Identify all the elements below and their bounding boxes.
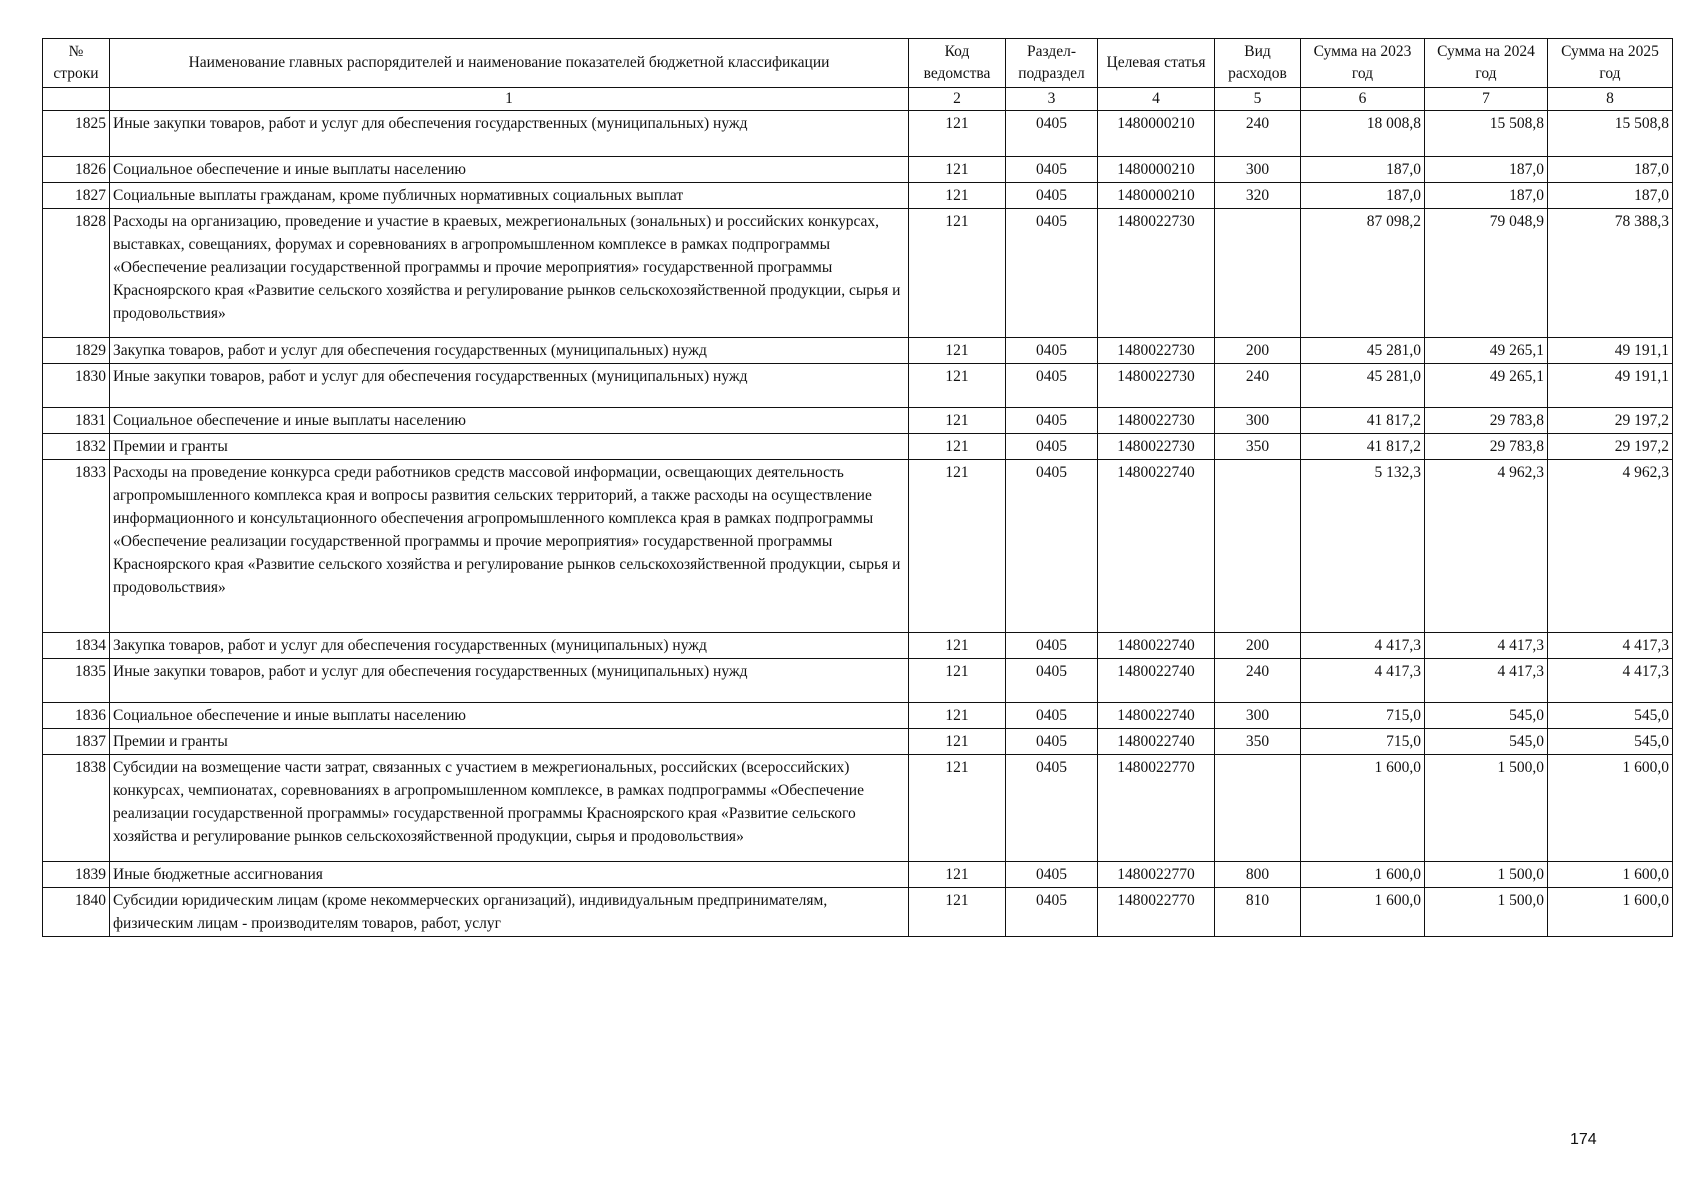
row-sum-2025: 49 191,1 <box>1548 338 1673 364</box>
row-dept-code: 121 <box>909 183 1006 209</box>
row-number: 1837 <box>43 729 110 755</box>
row-number: 1838 <box>43 755 110 862</box>
row-sum-2023: 45 281,0 <box>1301 364 1425 408</box>
row-section: 0405 <box>1006 209 1098 338</box>
row-sum-2025: 29 197,2 <box>1548 434 1673 460</box>
row-sum-2024: 29 783,8 <box>1425 408 1548 434</box>
row-name: Социальное обеспечение и иные выплаты населению <box>110 408 909 434</box>
row-sum-2025: 49 191,1 <box>1548 364 1673 408</box>
row-sum-2025: 187,0 <box>1548 183 1673 209</box>
col-number: 5 <box>1215 88 1301 111</box>
row-sum-2024: 79 048,9 <box>1425 209 1548 338</box>
row-section: 0405 <box>1006 633 1098 659</box>
table-row <box>43 111 1673 157</box>
row-dept-code: 121 <box>909 460 1006 633</box>
table-row <box>43 157 1673 183</box>
row-target-article: 1480022740 <box>1098 460 1215 633</box>
table-row <box>43 364 1673 408</box>
row-number: 1832 <box>43 434 110 460</box>
row-target-article: 1480022770 <box>1098 862 1215 888</box>
row-dept-code: 121 <box>909 364 1006 408</box>
row-sum-2023: 715,0 <box>1301 729 1425 755</box>
column-number-row <box>43 88 1673 111</box>
row-target-article: 1480000210 <box>1098 111 1215 157</box>
row-sum-2024: 187,0 <box>1425 157 1548 183</box>
table-row <box>43 460 1673 633</box>
row-dept-code: 121 <box>909 703 1006 729</box>
row-sum-2024: 1 500,0 <box>1425 888 1548 937</box>
row-name: Субсидии на возмещение части затрат, связанных с участием в межрегиональных, российских (всероссийских) конкурсах, чемпионатах, соревнованиях в агропромышленном комплексе, в рамках подпрограммы «Обеспечение реализации государственной программы» государственной программы Красноярского края «Развитие сельского хозяйства и регулирование рынков сельскохозяйственной продукции, сырья и продовольствия» <box>110 755 909 862</box>
row-name: Социальное обеспечение и иные выплаты населению <box>110 703 909 729</box>
row-number: 1829 <box>43 338 110 364</box>
row-sum-2023: 18 008,8 <box>1301 111 1425 157</box>
row-number: 1840 <box>43 888 110 937</box>
row-section: 0405 <box>1006 408 1098 434</box>
row-section: 0405 <box>1006 364 1098 408</box>
row-expense-type: 240 <box>1215 364 1301 408</box>
row-sum-2025: 29 197,2 <box>1548 408 1673 434</box>
row-sum-2024: 187,0 <box>1425 183 1548 209</box>
row-dept-code: 121 <box>909 755 1006 862</box>
row-number: 1825 <box>43 111 110 157</box>
header-row-no: № строки <box>43 39 110 88</box>
row-sum-2025: 78 388,3 <box>1548 209 1673 338</box>
table-row <box>43 703 1673 729</box>
table-row <box>43 633 1673 659</box>
row-sum-2024: 15 508,8 <box>1425 111 1548 157</box>
row-section: 0405 <box>1006 659 1098 703</box>
row-name: Иные закупки товаров, работ и услуг для обеспечения государственных (муниципальных) нужд <box>110 659 909 703</box>
row-sum-2024: 49 265,1 <box>1425 338 1548 364</box>
table-row <box>43 659 1673 703</box>
header-sum-2025: Сумма на 2025 год <box>1548 39 1673 88</box>
row-expense-type <box>1215 209 1301 338</box>
row-sum-2025: 1 600,0 <box>1548 888 1673 937</box>
row-expense-type <box>1215 755 1301 862</box>
row-sum-2024: 49 265,1 <box>1425 364 1548 408</box>
header-section: Раздел-подраздел <box>1006 39 1098 88</box>
row-section: 0405 <box>1006 755 1098 862</box>
row-sum-2023: 187,0 <box>1301 157 1425 183</box>
row-name: Закупка товаров, работ и услуг для обеспечения государственных (муниципальных) нужд <box>110 338 909 364</box>
row-name: Субсидии юридическим лицам (кроме некоммерческих организаций), индивидуальным предпринимателям, физическим лицам - производителям товаров, работ, услуг <box>110 888 909 937</box>
row-section: 0405 <box>1006 703 1098 729</box>
row-expense-type: 800 <box>1215 862 1301 888</box>
row-sum-2024: 4 417,3 <box>1425 659 1548 703</box>
row-expense-type: 200 <box>1215 633 1301 659</box>
row-sum-2023: 1 600,0 <box>1301 862 1425 888</box>
row-section: 0405 <box>1006 338 1098 364</box>
table-row <box>43 434 1673 460</box>
table-row <box>43 408 1673 434</box>
col-number: 3 <box>1006 88 1098 111</box>
row-dept-code: 121 <box>909 209 1006 338</box>
row-expense-type: 300 <box>1215 703 1301 729</box>
row-number: 1826 <box>43 157 110 183</box>
row-dept-code: 121 <box>909 157 1006 183</box>
row-name: Расходы на организацию, проведение и участие в краевых, межрегиональных (зональных) и российских конкурсах, выставках, совещаниях, форумах и соревнованиях в агропромышленном комплексе в рамках подпрограммы «Обеспечение реализации государственной программы и прочие мероприятия» государственной программы Красноярского края «Развитие сельского хозяйства и регулирование рынков сельскохозяйственной продукции, сырья и продовольствия» <box>110 209 909 338</box>
row-expense-type: 320 <box>1215 183 1301 209</box>
row-number: 1827 <box>43 183 110 209</box>
row-target-article: 1480022730 <box>1098 338 1215 364</box>
header-row <box>43 39 1673 88</box>
row-expense-type: 240 <box>1215 111 1301 157</box>
row-sum-2023: 41 817,2 <box>1301 408 1425 434</box>
row-number: 1835 <box>43 659 110 703</box>
table-row <box>43 862 1673 888</box>
row-number: 1839 <box>43 862 110 888</box>
row-number: 1828 <box>43 209 110 338</box>
row-sum-2025: 4 962,3 <box>1548 460 1673 633</box>
row-section: 0405 <box>1006 460 1098 633</box>
col-number: 7 <box>1425 88 1548 111</box>
col-number: 2 <box>909 88 1006 111</box>
row-sum-2025: 187,0 <box>1548 157 1673 183</box>
row-sum-2025: 545,0 <box>1548 729 1673 755</box>
table-body <box>43 111 1673 937</box>
table-row <box>43 755 1673 862</box>
row-sum-2024: 545,0 <box>1425 729 1548 755</box>
row-sum-2024: 545,0 <box>1425 703 1548 729</box>
row-number: 1834 <box>43 633 110 659</box>
row-name: Закупка товаров, работ и услуг для обеспечения государственных (муниципальных) нужд <box>110 633 909 659</box>
row-number: 1833 <box>43 460 110 633</box>
row-dept-code: 121 <box>909 633 1006 659</box>
row-sum-2023: 41 817,2 <box>1301 434 1425 460</box>
row-dept-code: 121 <box>909 862 1006 888</box>
row-dept-code: 121 <box>909 111 1006 157</box>
page-number: 174 <box>1570 1131 1597 1148</box>
budget-table <box>42 38 1673 937</box>
row-sum-2025: 4 417,3 <box>1548 633 1673 659</box>
row-sum-2023: 45 281,0 <box>1301 338 1425 364</box>
row-sum-2023: 1 600,0 <box>1301 888 1425 937</box>
row-sum-2023: 715,0 <box>1301 703 1425 729</box>
row-section: 0405 <box>1006 157 1098 183</box>
header-sum-2023: Сумма на 2023 год <box>1301 39 1425 88</box>
row-target-article: 1480022740 <box>1098 703 1215 729</box>
row-dept-code: 121 <box>909 338 1006 364</box>
row-name: Социальные выплаты гражданам, кроме публичных нормативных социальных выплат <box>110 183 909 209</box>
row-sum-2025: 545,0 <box>1548 703 1673 729</box>
row-number: 1830 <box>43 364 110 408</box>
row-sum-2023: 4 417,3 <box>1301 659 1425 703</box>
col-number: 6 <box>1301 88 1425 111</box>
row-expense-type: 300 <box>1215 157 1301 183</box>
row-expense-type: 300 <box>1215 408 1301 434</box>
row-target-article: 1480022730 <box>1098 209 1215 338</box>
row-sum-2025: 4 417,3 <box>1548 659 1673 703</box>
row-dept-code: 121 <box>909 434 1006 460</box>
row-target-article: 1480022740 <box>1098 633 1215 659</box>
row-target-article: 1480000210 <box>1098 157 1215 183</box>
header-target: Целевая статья <box>1098 39 1215 88</box>
row-sum-2024: 1 500,0 <box>1425 862 1548 888</box>
row-sum-2024: 4 417,3 <box>1425 633 1548 659</box>
row-sum-2023: 1 600,0 <box>1301 755 1425 862</box>
row-number: 1836 <box>43 703 110 729</box>
table-row <box>43 888 1673 937</box>
row-target-article: 1480022730 <box>1098 408 1215 434</box>
row-sum-2024: 4 962,3 <box>1425 460 1548 633</box>
row-target-article: 1480022730 <box>1098 364 1215 408</box>
row-name: Премии и гранты <box>110 729 909 755</box>
row-section: 0405 <box>1006 434 1098 460</box>
row-sum-2024: 29 783,8 <box>1425 434 1548 460</box>
row-target-article: 1480022730 <box>1098 434 1215 460</box>
col-number: 1 <box>110 88 909 111</box>
col-number: 4 <box>1098 88 1215 111</box>
row-name: Расходы на проведение конкурса среди работников средств массовой информации, освещающих деятельность агропромышленного комплекса края и вопросы развития сельских территорий, а также расходы на осуществление информационного и консультационного обеспечения агропромышленного комплекса края в рамках подпрограммы «Обеспечение реализации государственной программы и прочие мероприятия» государственной программы Красноярского края «Развитие сельского хозяйства и регулирование рынков сельскохозяйственной продукции, сырья и продовольствия» <box>110 460 909 633</box>
row-dept-code: 121 <box>909 888 1006 937</box>
row-target-article: 1480022770 <box>1098 755 1215 862</box>
row-expense-type: 240 <box>1215 659 1301 703</box>
table-row <box>43 209 1673 338</box>
row-dept-code: 121 <box>909 408 1006 434</box>
header-name: Наименование главных распорядителей и наименование показателей бюджетной классификации <box>110 39 909 88</box>
row-expense-type: 200 <box>1215 338 1301 364</box>
col-number: 8 <box>1548 88 1673 111</box>
row-section: 0405 <box>1006 862 1098 888</box>
row-sum-2025: 1 600,0 <box>1548 755 1673 862</box>
row-sum-2023: 5 132,3 <box>1301 460 1425 633</box>
row-target-article: 1480022740 <box>1098 659 1215 703</box>
row-sum-2024: 1 500,0 <box>1425 755 1548 862</box>
row-sum-2025: 1 600,0 <box>1548 862 1673 888</box>
row-section: 0405 <box>1006 111 1098 157</box>
table-row <box>43 338 1673 364</box>
row-sum-2023: 87 098,2 <box>1301 209 1425 338</box>
header-exp-type: Вид расходов <box>1215 39 1301 88</box>
header-sum-2024: Сумма на 2024 год <box>1425 39 1548 88</box>
row-dept-code: 121 <box>909 729 1006 755</box>
row-name: Премии и гранты <box>110 434 909 460</box>
row-expense-type: 810 <box>1215 888 1301 937</box>
row-sum-2023: 4 417,3 <box>1301 633 1425 659</box>
row-number: 1831 <box>43 408 110 434</box>
row-sum-2023: 187,0 <box>1301 183 1425 209</box>
row-expense-type <box>1215 460 1301 633</box>
row-target-article: 1480000210 <box>1098 183 1215 209</box>
row-name: Иные бюджетные ассигнования <box>110 862 909 888</box>
row-dept-code: 121 <box>909 659 1006 703</box>
row-target-article: 1480022770 <box>1098 888 1215 937</box>
budget-sheet <box>42 38 1673 937</box>
row-sum-2025: 15 508,8 <box>1548 111 1673 157</box>
col-number <box>43 88 110 111</box>
row-section: 0405 <box>1006 183 1098 209</box>
row-section: 0405 <box>1006 729 1098 755</box>
row-section: 0405 <box>1006 888 1098 937</box>
row-name: Иные закупки товаров, работ и услуг для обеспечения государственных (муниципальных) нужд <box>110 111 909 157</box>
table-row <box>43 183 1673 209</box>
row-name: Социальное обеспечение и иные выплаты населению <box>110 157 909 183</box>
row-target-article: 1480022740 <box>1098 729 1215 755</box>
header-dept: Код ведомства <box>909 39 1006 88</box>
row-expense-type: 350 <box>1215 434 1301 460</box>
row-name: Иные закупки товаров, работ и услуг для обеспечения государственных (муниципальных) нужд <box>110 364 909 408</box>
row-expense-type: 350 <box>1215 729 1301 755</box>
table-row <box>43 729 1673 755</box>
